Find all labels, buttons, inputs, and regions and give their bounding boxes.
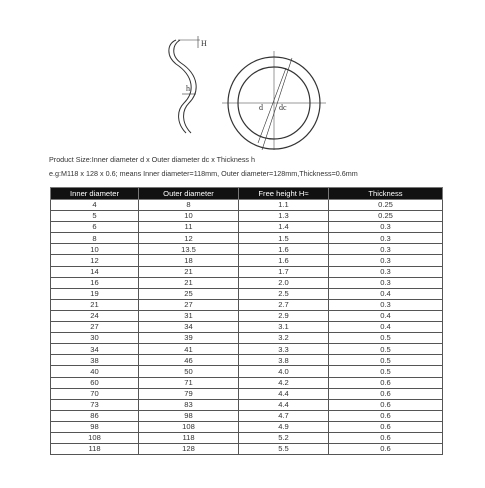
free-height-cell: 4.9 — [239, 421, 329, 432]
thickness-label: h — [186, 84, 190, 93]
table-row — [51, 377, 443, 388]
free-height-cell: 1.1 — [239, 200, 329, 211]
table-row — [51, 355, 443, 366]
inner-dia-label: d — [259, 103, 263, 112]
free-height-cell: 4.2 — [239, 377, 329, 388]
outer-diameter-cell: 98 — [139, 410, 239, 421]
thickness-cell: 0.3 — [329, 233, 443, 244]
outer-diameter-cell: 128 — [139, 444, 239, 455]
caption-line-1: Product Size:Inner diameter d x Outer diameter dc x Thickness h — [49, 155, 256, 164]
inner-diameter-cell: 60 — [51, 377, 139, 388]
free-height-cell: 3.1 — [239, 322, 329, 333]
outer-dia-label: dc — [279, 103, 287, 112]
free-height-cell: 4.4 — [239, 388, 329, 399]
inner-diameter-cell: 108 — [51, 432, 139, 443]
inner-diameter-cell: 73 — [51, 399, 139, 410]
free-height-cell: 3.2 — [239, 333, 329, 344]
inner-diameter-cell: 14 — [51, 266, 139, 277]
outer-diameter-cell: 46 — [139, 355, 239, 366]
outer-diameter-cell: 108 — [139, 421, 239, 432]
thickness-cell: 0.4 — [329, 310, 443, 321]
outer-diameter-cell: 34 — [139, 322, 239, 333]
free-height-cell: 2.7 — [239, 299, 329, 310]
thickness-cell: 0.5 — [329, 333, 443, 344]
table-row — [51, 299, 443, 310]
outer-diameter-cell: 118 — [139, 432, 239, 443]
free-height-cell: 5.5 — [239, 444, 329, 455]
outer-diameter-cell: 21 — [139, 266, 239, 277]
thickness-cell: 0.4 — [329, 288, 443, 299]
thickness-cell: 0.3 — [329, 255, 443, 266]
free-height-cell: 2.9 — [239, 310, 329, 321]
free-height-cell: 2.0 — [239, 277, 329, 288]
outer-diameter-cell: 8 — [139, 200, 239, 211]
outer-diameter-cell: 71 — [139, 377, 239, 388]
free-height-cell: 1.3 — [239, 211, 329, 222]
free-height-cell: 3.8 — [239, 355, 329, 366]
inner-diameter-cell: 5 — [51, 211, 139, 222]
thickness-cell: 0.25 — [329, 211, 443, 222]
thickness-cell: 0.4 — [329, 322, 443, 333]
table-row — [51, 222, 443, 233]
inner-diameter-cell: 10 — [51, 244, 139, 255]
free-height-cell: 4.4 — [239, 399, 329, 410]
thickness-cell: 0.5 — [329, 355, 443, 366]
thickness-cell: 0.3 — [329, 277, 443, 288]
inner-diameter-cell: 19 — [51, 288, 139, 299]
free-height-cell: 5.2 — [239, 432, 329, 443]
header-thickness: Thickness — [329, 188, 443, 200]
inner-diameter-cell: 16 — [51, 277, 139, 288]
inner-diameter-cell: 4 — [51, 200, 139, 211]
table-row — [51, 266, 443, 277]
table-body — [51, 200, 443, 455]
inner-diameter-cell: 98 — [51, 421, 139, 432]
thickness-cell: 0.6 — [329, 399, 443, 410]
washer-profile-inner — [174, 40, 196, 133]
outer-diameter-cell: 13.5 — [139, 244, 239, 255]
spec-table — [50, 187, 443, 455]
free-height-cell: 2.5 — [239, 288, 329, 299]
free-height-cell: 1.6 — [239, 244, 329, 255]
header-free-height: Free height H≈ — [239, 188, 329, 200]
thickness-cell: 0.3 — [329, 222, 443, 233]
table-row — [51, 444, 443, 455]
table-row — [51, 344, 443, 355]
free-height-cell: 4.7 — [239, 410, 329, 421]
table-row — [51, 333, 443, 344]
outer-diameter-cell: 79 — [139, 388, 239, 399]
table-row — [51, 421, 443, 432]
thickness-cell: 0.6 — [329, 432, 443, 443]
table-row — [51, 233, 443, 244]
table-row — [51, 200, 443, 211]
table-row — [51, 366, 443, 377]
outer-diameter-cell: 31 — [139, 310, 239, 321]
outer-diameter-cell: 83 — [139, 399, 239, 410]
inner-diameter-cell: 118 — [51, 444, 139, 455]
side-view — [169, 36, 200, 133]
caption-line-2: e.g:M118 x 128 x 0.6; means Inner diameter=118mm, Outer diameter=128mm,Thickness=0.6mm — [49, 169, 358, 178]
outer-diameter-cell: 12 — [139, 233, 239, 244]
table-row — [51, 322, 443, 333]
table-row — [51, 277, 443, 288]
inner-diameter-cell: 6 — [51, 222, 139, 233]
thickness-cell: 0.5 — [329, 366, 443, 377]
inner-diameter-cell: 30 — [51, 333, 139, 344]
header-inner-diameter: Inner diameter — [51, 188, 139, 200]
thickness-cell: 0.3 — [329, 244, 443, 255]
table-row — [51, 410, 443, 421]
inner-diameter-cell: 40 — [51, 366, 139, 377]
table-row — [51, 288, 443, 299]
free-height-cell: 1.4 — [239, 222, 329, 233]
outer-diameter-cell: 21 — [139, 277, 239, 288]
thickness-cell: 0.5 — [329, 344, 443, 355]
table-row — [51, 211, 443, 222]
front-view — [222, 51, 326, 150]
table-row — [51, 255, 443, 266]
thickness-cell: 0.6 — [329, 377, 443, 388]
inner-diameter-cell: 24 — [51, 310, 139, 321]
thickness-cell: 0.6 — [329, 444, 443, 455]
table-row — [51, 310, 443, 321]
outer-diameter-cell: 39 — [139, 333, 239, 344]
free-height-cell: 1.7 — [239, 266, 329, 277]
free-height-cell: 1.5 — [239, 233, 329, 244]
inner-diameter-cell: 38 — [51, 355, 139, 366]
thickness-cell: 0.6 — [329, 410, 443, 421]
thickness-cell: 0.3 — [329, 266, 443, 277]
outer-diameter-cell: 18 — [139, 255, 239, 266]
inner-diameter-cell: 27 — [51, 322, 139, 333]
table-row — [51, 432, 443, 443]
table-header-row — [51, 188, 443, 200]
inner-diameter-cell: 70 — [51, 388, 139, 399]
inner-diameter-cell: 8 — [51, 233, 139, 244]
inner-diameter-cell: 86 — [51, 410, 139, 421]
outer-diameter-cell: 11 — [139, 222, 239, 233]
free-height-cell: 4.0 — [239, 366, 329, 377]
outer-diameter-cell: 25 — [139, 288, 239, 299]
free-height-cell: 3.3 — [239, 344, 329, 355]
table-row — [51, 388, 443, 399]
inner-diameter-cell: 21 — [51, 299, 139, 310]
thickness-cell: 0.3 — [329, 299, 443, 310]
thickness-cell: 0.6 — [329, 388, 443, 399]
outer-diameter-cell: 10 — [139, 211, 239, 222]
technical-drawing — [0, 0, 485, 150]
table-row — [51, 244, 443, 255]
outer-diameter-cell: 50 — [139, 366, 239, 377]
thickness-cell: 0.6 — [329, 421, 443, 432]
outer-diameter-cell: 27 — [139, 299, 239, 310]
height-label: H — [201, 39, 207, 48]
free-height-cell: 1.6 — [239, 255, 329, 266]
inner-diameter-cell: 34 — [51, 344, 139, 355]
thickness-cell: 0.25 — [329, 200, 443, 211]
header-outer-diameter: Outer diameter — [139, 188, 239, 200]
table-row — [51, 399, 443, 410]
inner-diameter-cell: 12 — [51, 255, 139, 266]
outer-diameter-cell: 41 — [139, 344, 239, 355]
